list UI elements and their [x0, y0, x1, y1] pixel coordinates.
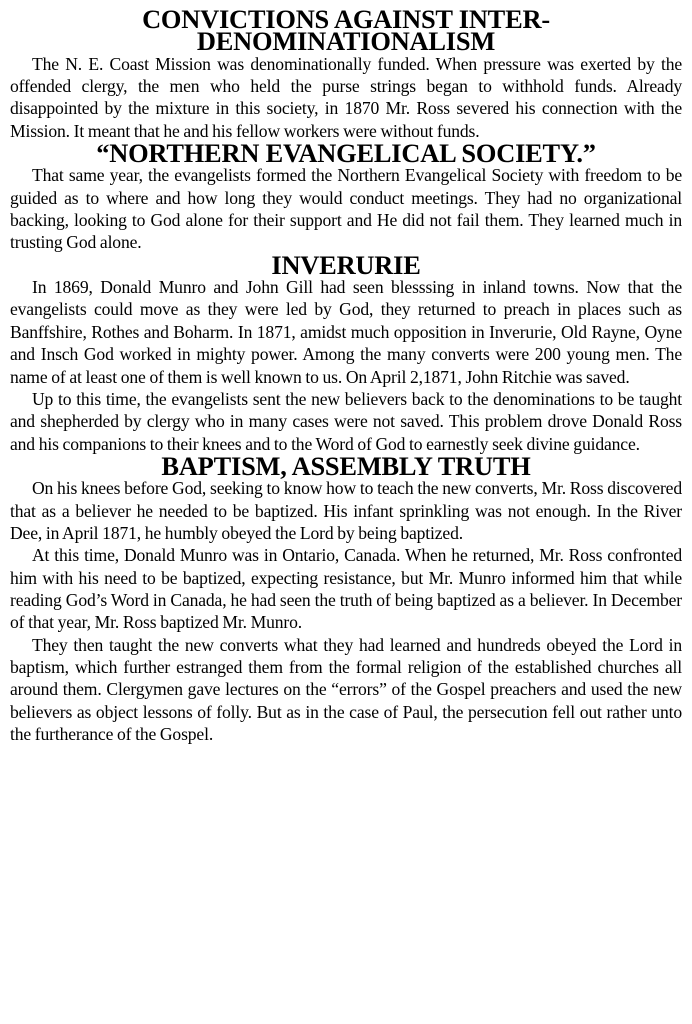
paragraph: On his knees before God, seeking to know how to teach the new converts, Mr. Ross discovered that as a believer he needed to be baptized. His infant sprinkling was not enough. In the River Dee, in April 1871, he humbly obeyed the Lord by being baptized. — [10, 478, 682, 543]
paragraph: At this time, Donald Munro was in Ontario, Canada. When he returned, Mr. Ross confronted him with his need to be baptized, expecting resistance, but Mr. Munro informed him that while reading God’s Word in Canada, he had seen the truth of being baptized as a believer. In December of that year, Mr. Ross baptized Mr. Munro. — [10, 545, 682, 633]
section-heading: INVERURIE — [271, 249, 421, 280]
section-heading: CONVICTIONS AGAINST INTER-DENOMINATIONALISM — [142, 4, 550, 57]
section-baptism-assembly-truth — [10, 450, 682, 745]
section-convictions — [10, 4, 682, 142]
section-northern-evangelical-society — [10, 138, 682, 254]
paragraph: In 1869, Donald Munro and John Gill had seen blesssing in inland towns. Now that the evangelists could move as they were led by God, they returned to preach in places such as Banffshire, Rothes and Boharm. In 1871, amidst much opposition in Inverurie, Old Rayne, Oyne and Insch God worked in mighty power. Among the many converts were 200 young men. The name of at least one of them is well known to us. On April 2,1871, John Ritchie was saved. — [10, 277, 682, 387]
section-inverurie — [10, 249, 682, 455]
paragraph: They then taught the new converts what they had learned and hundreds obeyed the Lord in baptism, which further estranged them from the formal religion of the established churches all around them. Clergymen gave lectures on the “errors” of the Gospel preachers and used the new believers as object lessons of folly. But as in the case of Paul, the persecution fell out rather unto the furtherance of the Gospel. — [10, 634, 682, 744]
paragraph: Up to this time, the evangelists sent the new believers back to the denominations to be taught and shepherded by clergy who in many cases were not saved. This problem drove Donald Ross and his companions to their knees and to the Word of God to earnestly seek divine guidance. — [10, 388, 682, 454]
paragraph: That same year, the evangelists formed the Northern Evangelical Society with freedom to be guided as to where and how long they would conduct meetings. They had no organizational backing, looking to God alone for their support and He did not fail them. They learned much in trusting God alone. — [10, 165, 682, 253]
section-heading: “NORTHERN EVANGELICAL SOCIETY.” — [96, 138, 596, 169]
section-heading: BAPTISM, ASSEMBLY TRUTH — [161, 450, 531, 481]
paragraph: The N. E. Coast Mission was denominationally funded. When pressure was exerted by the offended clergy, the men who held the purse strings began to withhold funds. Already disappointed by the mixture in this society, in 1870 Mr. Ross severed his connection with the Mission. It meant that he and his fellow workers were without funds. — [10, 53, 682, 141]
